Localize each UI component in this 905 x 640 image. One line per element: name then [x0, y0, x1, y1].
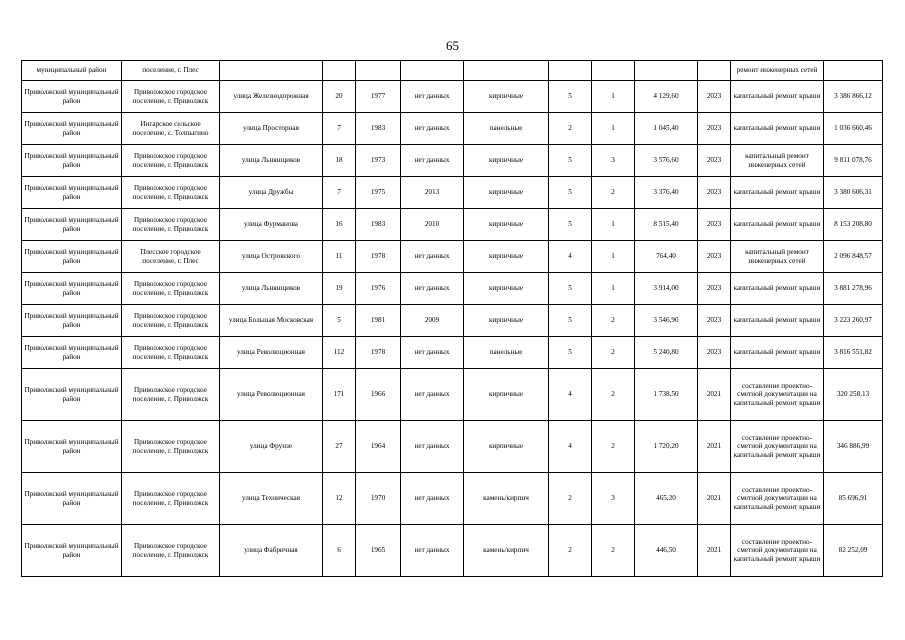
wall-material-cell: кирпичные [464, 209, 549, 241]
build-year-cell: 1981 [356, 305, 401, 337]
cost-cell: 2 096 848,57 [824, 241, 883, 273]
overhaul-year-cell: нет данных [401, 525, 464, 577]
settlement-cell: Приволжское городское поселение, г. Приволжск [122, 209, 220, 241]
work-type-cell: капитальный ремонт инженерных сетей [731, 145, 824, 177]
wall-material-cell: кирпичные [464, 81, 549, 113]
street-cell: улица Фурманова [220, 209, 323, 241]
house-number-cell: 7 [323, 113, 356, 145]
build-year-cell: 1973 [356, 145, 401, 177]
district-cell: Приволжский муниципальный район [22, 369, 122, 421]
plan-year-cell: 2023 [698, 145, 731, 177]
overhaul-year-cell: нет данных [401, 421, 464, 473]
entrances-cell: 2 [592, 525, 635, 577]
table-row [22, 337, 883, 369]
street-cell: улица Льнянщиков [220, 145, 323, 177]
entrances-cell: 1 [592, 81, 635, 113]
district-cell: Приволжский муниципальный район [22, 241, 122, 273]
house-number-cell: 19 [323, 273, 356, 305]
entrances-cell: 2 [592, 369, 635, 421]
overhaul-year-cell: 2009 [401, 305, 464, 337]
page-number: 65 [446, 38, 459, 53]
cost-cell: 3 223 260,97 [824, 305, 883, 337]
housing-repair-table [21, 60, 883, 577]
work-type-cell: капитальный ремонт инженерных сетей [731, 241, 824, 273]
street-cell: улица Большая Московская [220, 305, 323, 337]
table-row [22, 421, 883, 473]
district-cell: Приволжский муниципальный район [22, 421, 122, 473]
floors-cell [549, 61, 592, 81]
house-number-cell: 27 [323, 421, 356, 473]
floors-cell: 5 [549, 81, 592, 113]
entrances-cell: 1 [592, 273, 635, 305]
wall-material-cell: панельные [464, 337, 549, 369]
settlement-cell: Приволжское городское поселение, г. Приволжск [122, 145, 220, 177]
entrances-cell: 2 [592, 337, 635, 369]
plan-year-cell: 2023 [698, 209, 731, 241]
work-type-cell: ремонт инженерных сетей [731, 61, 824, 81]
table-row [22, 113, 883, 145]
wall-material-cell [464, 61, 549, 81]
area-cell: 1 720,20 [635, 421, 698, 473]
overhaul-year-cell: 2013 [401, 177, 464, 209]
plan-year-cell: 2023 [698, 113, 731, 145]
wall-material-cell: кирпичные [464, 273, 549, 305]
plan-year-cell: 2023 [698, 177, 731, 209]
district-cell: Приволжский муниципальный район [22, 305, 122, 337]
table-row [22, 61, 883, 81]
area-cell: 446,50 [635, 525, 698, 577]
overhaul-year-cell: нет данных [401, 145, 464, 177]
entrances-cell: 2 [592, 421, 635, 473]
house-number-cell: 6 [323, 525, 356, 577]
street-cell: улица Островского [220, 241, 323, 273]
wall-material-cell: кирпичные [464, 305, 549, 337]
district-cell: Приволжский муниципальный район [22, 273, 122, 305]
work-type-cell: составление проектно-сметной документации на капитальный ремонт крыши [731, 473, 824, 525]
table-row [22, 145, 883, 177]
cost-cell: 1 036 660,46 [824, 113, 883, 145]
wall-material-cell: кирпичные [464, 369, 549, 421]
settlement-cell: Приволжское городское поселение, г. Приволжск [122, 525, 220, 577]
entrances-cell: 1 [592, 113, 635, 145]
build-year-cell: 1983 [356, 113, 401, 145]
table-row [22, 305, 883, 337]
street-cell: улица Революционная [220, 369, 323, 421]
floors-cell: 5 [549, 209, 592, 241]
overhaul-year-cell: нет данных [401, 273, 464, 305]
plan-year-cell: 2023 [698, 337, 731, 369]
area-cell: 8 515,40 [635, 209, 698, 241]
wall-material-cell: панельные [464, 113, 549, 145]
area-cell: 3 914,00 [635, 273, 698, 305]
table-row [22, 473, 883, 525]
cost-cell: 9 811 078,76 [824, 145, 883, 177]
overhaul-year-cell [401, 61, 464, 81]
build-year-cell: 1983 [356, 209, 401, 241]
district-cell: Приволжский муниципальный район [22, 337, 122, 369]
entrances-cell: 2 [592, 305, 635, 337]
wall-material-cell: кирпичные [464, 177, 549, 209]
overhaul-year-cell: нет данных [401, 113, 464, 145]
build-year-cell: 1965 [356, 525, 401, 577]
district-cell: Приволжский муниципальный район [22, 145, 122, 177]
work-type-cell: капитальный ремонт крыши [731, 177, 824, 209]
entrances-cell [592, 61, 635, 81]
area-cell: 3 376,40 [635, 177, 698, 209]
area-cell: 764,40 [635, 241, 698, 273]
table-row [22, 209, 883, 241]
build-year-cell: 1976 [356, 273, 401, 305]
work-type-cell: капитальный ремонт крыши [731, 209, 824, 241]
work-type-cell: составление проектно-сметной документации на капитальный ремонт крыши [731, 421, 824, 473]
settlement-cell: Приволжское городское поселение, г. Приволжск [122, 369, 220, 421]
settlement-cell: Приволжское городское поселение, г. Приволжск [122, 81, 220, 113]
area-cell: 5 240,80 [635, 337, 698, 369]
plan-year-cell: 2023 [698, 241, 731, 273]
cost-cell: 85 696,91 [824, 473, 883, 525]
street-cell: улица Техническая [220, 473, 323, 525]
settlement-cell: Приволжское городское поселение, г. Приволжск [122, 305, 220, 337]
district-cell: Приволжский муниципальный район [22, 525, 122, 577]
entrances-cell: 3 [592, 473, 635, 525]
floors-cell: 5 [549, 337, 592, 369]
floors-cell: 5 [549, 305, 592, 337]
floors-cell: 4 [549, 421, 592, 473]
work-type-cell: капитальный ремонт крыши [731, 81, 824, 113]
street-cell: улица Льнянщиков [220, 273, 323, 305]
plan-year-cell: 2021 [698, 525, 731, 577]
area-cell: 1 045,40 [635, 113, 698, 145]
build-year-cell: 1966 [356, 369, 401, 421]
overhaul-year-cell: 2010 [401, 209, 464, 241]
floors-cell: 2 [549, 525, 592, 577]
area-cell: 3 546,90 [635, 305, 698, 337]
plan-year-cell: 2021 [698, 369, 731, 421]
settlement-cell: Плесское городское поселение, г. Плес [122, 241, 220, 273]
work-type-cell: составление проектно-сметной документации на капитальный ремонт крыши [731, 525, 824, 577]
area-cell [635, 61, 698, 81]
floors-cell: 2 [549, 113, 592, 145]
cost-cell: 3 816 551,82 [824, 337, 883, 369]
settlement-cell: Приволжское городское поселение, г. Приволжск [122, 273, 220, 305]
entrances-cell: 3 [592, 145, 635, 177]
entrances-cell: 1 [592, 241, 635, 273]
settlement-cell: Ингарское сельское поселение, с. Толпыгино [122, 113, 220, 145]
cost-cell: 3 881 278,96 [824, 273, 883, 305]
build-year-cell: 1978 [356, 241, 401, 273]
street-cell: улица Железнодорожная [220, 81, 323, 113]
street-cell: улица Фрунзе [220, 421, 323, 473]
street-cell [220, 61, 323, 81]
floors-cell: 5 [549, 273, 592, 305]
work-type-cell: капитальный ремонт крыши [731, 273, 824, 305]
house-number-cell: 20 [323, 81, 356, 113]
build-year-cell: 1964 [356, 421, 401, 473]
area-cell: 4 129,60 [635, 81, 698, 113]
area-cell: 465,20 [635, 473, 698, 525]
floors-cell: 2 [549, 473, 592, 525]
work-type-cell: капитальный ремонт крыши [731, 337, 824, 369]
district-cell: Приволжский муниципальный район [22, 177, 122, 209]
district-cell: Приволжский муниципальный район [22, 113, 122, 145]
overhaul-year-cell: нет данных [401, 369, 464, 421]
overhaul-year-cell: нет данных [401, 337, 464, 369]
plan-year-cell [698, 61, 731, 81]
wall-material-cell: кирпичные [464, 241, 549, 273]
work-type-cell: капитальный ремонт крыши [731, 113, 824, 145]
plan-year-cell: 2023 [698, 305, 731, 337]
build-year-cell: 1970 [356, 473, 401, 525]
plan-year-cell: 2021 [698, 473, 731, 525]
plan-year-cell: 2023 [698, 81, 731, 113]
district-cell: Приволжский муниципальный район [22, 81, 122, 113]
settlement-cell: Приволжское городское поселение, г. Приволжск [122, 337, 220, 369]
street-cell: улица Революционная [220, 337, 323, 369]
entrances-cell: 1 [592, 209, 635, 241]
settlement-cell: Приволжское городское поселение, г. Приволжск [122, 421, 220, 473]
cost-cell: 346 886,99 [824, 421, 883, 473]
build-year-cell: 1978 [356, 337, 401, 369]
wall-material-cell: камень/кирпич [464, 473, 549, 525]
wall-material-cell: кирпичные [464, 145, 549, 177]
floors-cell: 5 [549, 177, 592, 209]
house-number-cell: 5 [323, 305, 356, 337]
build-year-cell: 1975 [356, 177, 401, 209]
cost-cell: 320 258,13 [824, 369, 883, 421]
work-type-cell: капитальный ремонт крыши [731, 305, 824, 337]
floors-cell: 4 [549, 241, 592, 273]
overhaul-year-cell: нет данных [401, 81, 464, 113]
table-row [22, 273, 883, 305]
cost-cell [824, 61, 883, 81]
house-number-cell: 7 [323, 177, 356, 209]
plan-year-cell: 2021 [698, 421, 731, 473]
table-row [22, 369, 883, 421]
street-cell: улица Просторная [220, 113, 323, 145]
street-cell: улица Дружбы [220, 177, 323, 209]
table-row [22, 177, 883, 209]
wall-material-cell: камень/кирпич [464, 525, 549, 577]
district-cell: муниципальный район [22, 61, 122, 81]
house-number-cell: 11 [323, 241, 356, 273]
settlement-cell: поселение, г. Плес [122, 61, 220, 81]
area-cell: 1 738,50 [635, 369, 698, 421]
build-year-cell [356, 61, 401, 81]
house-number-cell [323, 61, 356, 81]
build-year-cell: 1977 [356, 81, 401, 113]
cost-cell: 3 380 606,31 [824, 177, 883, 209]
settlement-cell: Приволжское городское поселение, г. Приволжск [122, 473, 220, 525]
house-number-cell: 112 [323, 337, 356, 369]
cost-cell: 3 386 866,12 [824, 81, 883, 113]
table-row [22, 81, 883, 113]
entrances-cell: 2 [592, 177, 635, 209]
house-number-cell: 171 [323, 369, 356, 421]
wall-material-cell: кирпичные [464, 421, 549, 473]
house-number-cell: 18 [323, 145, 356, 177]
house-number-cell: 12 [323, 473, 356, 525]
overhaul-year-cell: нет данных [401, 473, 464, 525]
settlement-cell: Приволжское городское поселение, г. Приволжск [122, 177, 220, 209]
cost-cell: 82 252,09 [824, 525, 883, 577]
overhaul-year-cell: нет данных [401, 241, 464, 273]
area-cell: 3 576,60 [635, 145, 698, 177]
plan-year-cell: 2023 [698, 273, 731, 305]
street-cell: улица Фабричная [220, 525, 323, 577]
floors-cell: 4 [549, 369, 592, 421]
table-row [22, 525, 883, 577]
district-cell: Приволжский муниципальный район [22, 473, 122, 525]
work-type-cell: составление проектно-сметной документации на капитальный ремонт крыши [731, 369, 824, 421]
cost-cell: 8 153 208,80 [824, 209, 883, 241]
table-row [22, 241, 883, 273]
floors-cell: 5 [549, 145, 592, 177]
district-cell: Приволжский муниципальный район [22, 209, 122, 241]
house-number-cell: 16 [323, 209, 356, 241]
